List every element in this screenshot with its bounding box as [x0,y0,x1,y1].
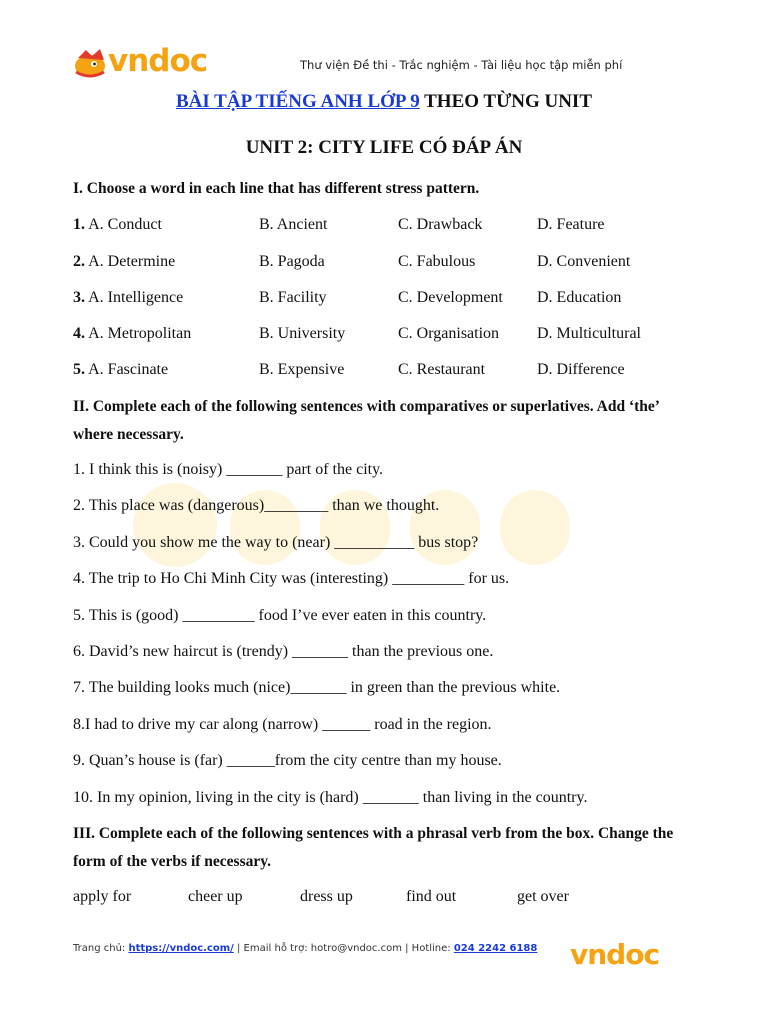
word-item: dress up [300,888,353,905]
section2-heading: II. Complete each of the following sentences with comparatives or superlatives. Add ‘the’ where necessary. [73,398,659,443]
sentence-item: 5. This is (good) _________ food I’ve ever eaten in this country. [73,607,487,624]
word-item: apply for [73,888,132,905]
page-title [0,91,768,113]
word-box [73,888,693,908]
sentence-item: 7. The building looks much (nice)_______ in green than the previous white. [73,679,561,696]
word-item: cheer up [188,888,243,905]
sentence-item: 1. I think this is (noisy) _______ part of the city. [73,461,384,478]
sentence-item: 3. Could you show me the way to (near) __________ bus stop? [73,534,479,551]
page-subtitle: UNIT 2: CITY LIFE CÓ ĐÁP ÁN [245,137,523,158]
sentence-item: 8.I had to drive my car along (narrow) ______ road in the region. [73,716,492,733]
logo-text: vndoc [108,43,208,79]
sentence-item: 10. In my opinion, living in the city is (hard) _______ than living in the country. [73,789,588,806]
section3-heading: III. Complete each of the following sentences with a phrasal verb from the box. Change the form of the verbs if necessary. [73,825,674,870]
title-rest: THEO TỪNG UNIT [419,91,592,112]
footer-logo[interactable]: vndoc [570,938,660,971]
sentence-item: 4. The trip to Ho Chi Minh City was (interesting) _________ for us. [73,570,510,587]
sentence-item: 9. Quan’s house is (far) ______from the city centre than my house. [73,752,502,769]
section1-heading: I. Choose a word in each line that has different stress pattern. [73,180,480,197]
title-link[interactable]: BÀI TẬP TIẾNG ANH LỚP 9 [175,91,420,112]
mascot-icon [72,46,108,80]
question-row: 1. A. Conduct B. Ancient C. Drawback D. Feature [73,216,605,233]
hotline-link[interactable]: 024 2242 6188 [453,943,538,954]
question-row: 2. A. Determine B. Pagoda C. Fabulous D. Convenient [73,253,631,270]
sentence-item: 2. This place was (dangerous)________ than we thought. [73,497,440,514]
footer-text: Trang chủ: https://vndoc.com/ | Email hỗ trợ: hotro@vndoc.com | Hotline: 024 2242 6188 [73,943,538,954]
header-tagline: Thư viện Đề thi - Trắc nghiệm - Tài liệu học tập miễn phí [300,58,623,72]
word-item: find out [406,888,457,905]
question-row: 3. A. Intelligence B. Facility C. Development D. Education [73,289,622,306]
watermark-logo-icon [120,470,620,580]
vndoc-logo[interactable] [72,43,222,80]
home-link[interactable]: https://vndoc.com/ [128,943,234,954]
question-row: 4. A. Metropolitan B. University C. Organisation D. Multicultural [73,325,641,342]
question-row: 5. A. Fascinate B. Expensive C. Restaurant D. Difference [73,361,625,378]
word-item: get over [517,888,569,905]
sentence-item: 6. David’s new haircut is (trendy) _______ than the previous one. [73,643,494,660]
